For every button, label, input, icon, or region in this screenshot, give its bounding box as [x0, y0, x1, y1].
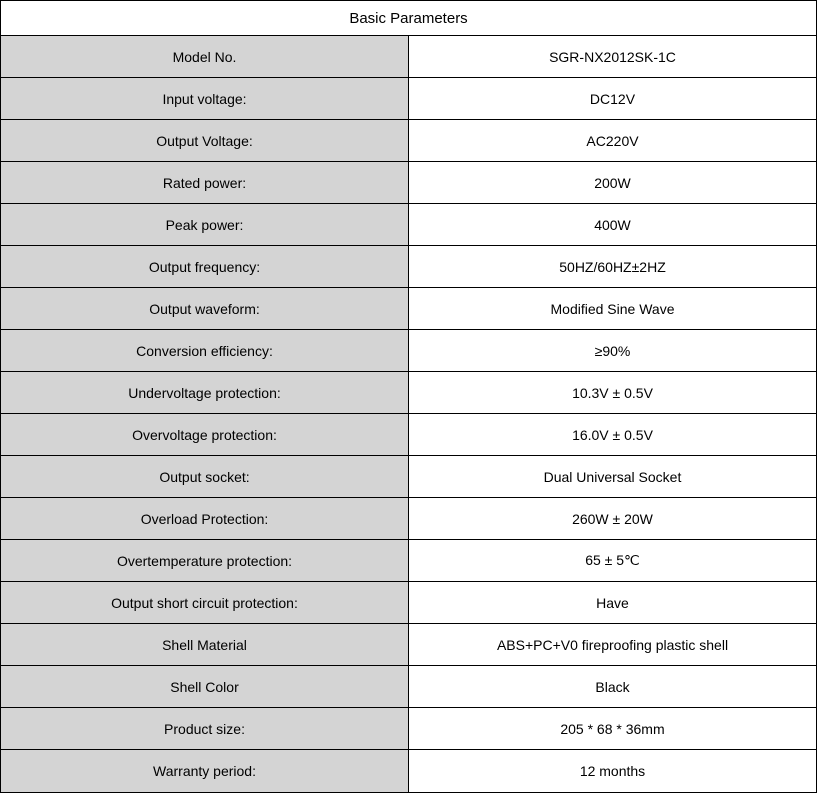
parameter-value: Have	[409, 582, 817, 624]
parameter-value: 16.0V ± 0.5V	[409, 414, 817, 456]
parameter-value: AC220V	[409, 120, 817, 162]
parameter-label: Output Voltage:	[1, 120, 409, 162]
parameter-value: SGR-NX2012SK-1C	[409, 36, 817, 78]
parameter-label: Undervoltage protection:	[1, 372, 409, 414]
table-row	[1, 36, 817, 78]
table-body	[1, 1, 817, 793]
table-title-row	[1, 1, 817, 36]
parameter-value: 12 months	[409, 750, 817, 793]
parameter-value: ≥90%	[409, 330, 817, 372]
table-row	[1, 624, 817, 666]
parameter-label: Output frequency:	[1, 246, 409, 288]
parameter-value: 260W ± 20W	[409, 498, 817, 540]
table-row	[1, 120, 817, 162]
parameter-label: Peak power:	[1, 204, 409, 246]
parameter-value: 65 ± 5℃	[409, 540, 817, 582]
table-row	[1, 162, 817, 204]
table-row	[1, 456, 817, 498]
parameter-value: DC12V	[409, 78, 817, 120]
parameter-value: Dual Universal Socket	[409, 456, 817, 498]
parameter-value: 10.3V ± 0.5V	[409, 372, 817, 414]
parameter-value: Modified Sine Wave	[409, 288, 817, 330]
parameter-label: Overload Protection:	[1, 498, 409, 540]
table-row	[1, 330, 817, 372]
table-row	[1, 582, 817, 624]
parameter-value: 400W	[409, 204, 817, 246]
parameter-label: Rated power:	[1, 162, 409, 204]
parameter-label: Overtemperature protection:	[1, 540, 409, 582]
parameter-label: Warranty period:	[1, 750, 409, 793]
parameter-label: Output short circuit protection:	[1, 582, 409, 624]
parameter-value: ABS+PC+V0 fireproofing plastic shell	[409, 624, 817, 666]
table-row	[1, 78, 817, 120]
parameter-label: Product size:	[1, 708, 409, 750]
table-row	[1, 540, 817, 582]
parameter-value: 205 * 68 * 36mm	[409, 708, 817, 750]
table-title: Basic Parameters	[1, 1, 817, 36]
table-row	[1, 414, 817, 456]
parameter-label: Shell Material	[1, 624, 409, 666]
parameter-label: Conversion efficiency:	[1, 330, 409, 372]
parameter-value: Black	[409, 666, 817, 708]
parameter-label: Output waveform:	[1, 288, 409, 330]
table-row	[1, 372, 817, 414]
table-row	[1, 498, 817, 540]
table-row	[1, 246, 817, 288]
parameter-label: Input voltage:	[1, 78, 409, 120]
table-row	[1, 750, 817, 793]
table-row	[1, 708, 817, 750]
parameter-label: Model No.	[1, 36, 409, 78]
parameter-label: Overvoltage protection:	[1, 414, 409, 456]
table-row	[1, 288, 817, 330]
parameter-value: 50HZ/60HZ±2HZ	[409, 246, 817, 288]
parameter-value: 200W	[409, 162, 817, 204]
parameter-label: Output socket:	[1, 456, 409, 498]
table-row	[1, 666, 817, 708]
parameter-label: Shell Color	[1, 666, 409, 708]
table-row	[1, 204, 817, 246]
